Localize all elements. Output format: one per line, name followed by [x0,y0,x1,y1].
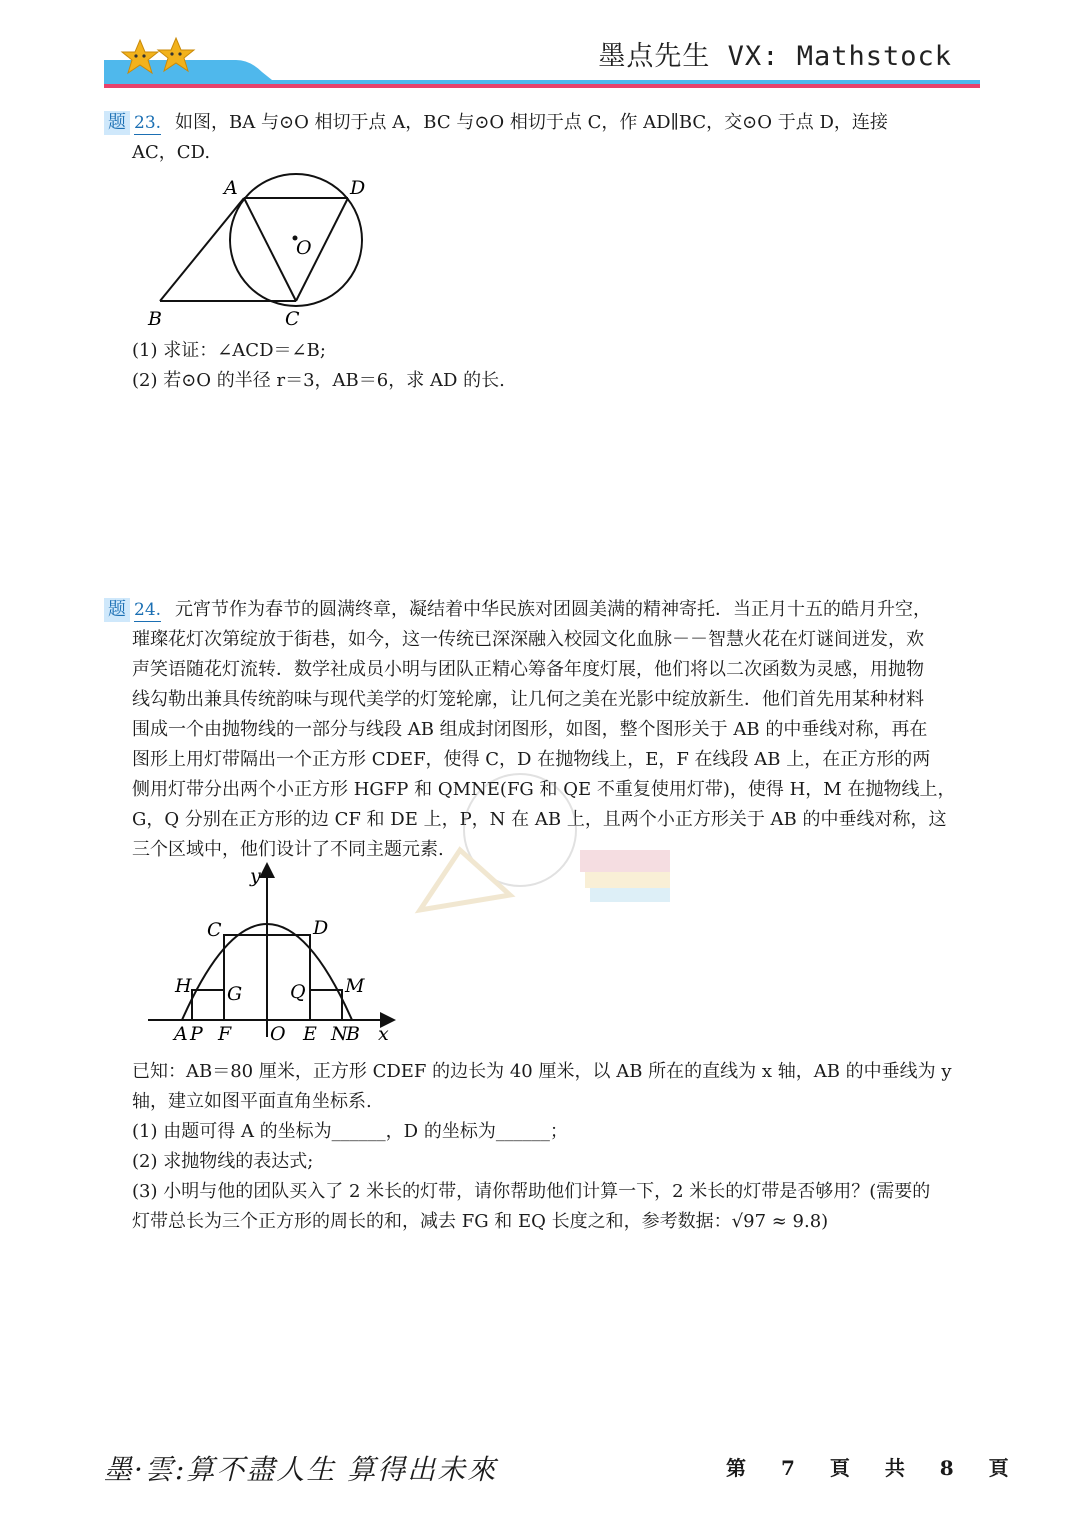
page-total: 共 8 頁 [884,1456,1009,1480]
square-hgfp [192,990,224,1020]
question-text-line: 元宵节作为春节的圆满终章，凝结着中华民族对团圆美满的精神寄托．当正月十五的皓月升空， [175,599,932,620]
axis-label-y: y [250,865,261,887]
q23-figure [140,170,380,335]
square-qmne [310,990,342,1020]
point-label-b: B [148,308,162,330]
question-text-line: AC，CD. [132,142,211,163]
point-label-e: E [303,1023,317,1045]
point-label-a: A [224,177,238,199]
point-label-q: Q [290,981,306,1003]
question-23-parts [104,336,980,396]
point-label-c: C [207,919,222,941]
given-text-line: 轴，建立如图平面直角坐标系. [132,1091,372,1112]
question-part: (1) 求证：∠ACD＝∠B; [132,340,326,361]
point-label-o: O [296,237,312,259]
footer-page-info [726,1452,1009,1481]
segment-ac [244,198,296,301]
question-text-line: G，Q 分别在正方形的边 CF 和 DE 上，P，N 在 AB 上，且两个小正方形关于 AB 的中垂线对称，这 [132,809,947,830]
question-label: 题 [104,111,130,135]
question-text-line: 三个区域中，他们设计了不同主题元素. [132,839,444,860]
header-title: 墨点先生 VX: Mathstock [598,41,952,72]
question-text-line: 线勾勒出兼具传统韵味与现代美学的灯笼轮廓，让几何之美在光影中绽放新生．他们首先用某种材料 [132,689,924,710]
question-text-line: 图形上用灯带隔出一个正方形 CDEF，使得 C，D 在抛物线上，E，F 在线段 AB 上，在正方形的两 [132,749,931,770]
point-label-o: O [270,1023,286,1045]
question-text-line: 璀璨花灯次第绽放于街巷，如今，这一传统已深深融入校园文化血脉－－智慧火花在灯谜间迸发，欢 [132,629,924,650]
question-text-line: 声笑语随花灯流转．数学社成员小明与团队正精心筹备年度灯展，他们将以二次函数为灵感，用抛物 [132,659,924,680]
question-24-given [104,1057,980,1237]
point-label-b: B [346,1023,360,1045]
question-part: (3) 小明与他的团队买入了 2 米长的灯带，请你帮助他们计算一下，2 米长的灯带是否够用？(需要的 [132,1181,931,1202]
point-label-a: A [174,1023,188,1045]
question-text-line: 侧用灯带分出两个小正方形 HGFP 和 QMNE(FG 和 QE 不重复使用灯带)，使得 H，M 在抛物线上， [132,779,956,800]
point-label-c: C [285,308,300,330]
point-label-d: D [313,917,329,939]
given-text-line: 已知：AB＝80 厘米，正方形 CDEF 的边长为 40 厘米，以 AB 所在的直线为 x 轴，AB 的中垂线为 y [132,1061,952,1082]
point-label-g: G [227,983,243,1005]
axis-label-x: x [378,1023,389,1045]
page-number: 第 7 頁 [726,1456,850,1480]
question-text-line: 围成一个由抛物线的一部分与线段 AB 组成封闭图形，如图，整个图形关于 AB 的中垂线对称，再在 [132,719,928,740]
question-part: (2) 若⊙O 的半径 r＝3，AB＝6，求 AD 的长. [132,370,505,391]
question-number: 23. [134,113,162,133]
point-label-d: D [350,177,366,199]
footer-motto: 墨·雲:算不盡人生 算得出未來 [104,1453,498,1486]
point-label-p: P [190,1023,203,1045]
q24-figure [140,862,400,1052]
point-label-f: F [218,1023,232,1045]
question-number: 24. [134,600,162,620]
header-stripe [104,84,980,88]
question-part: 灯带总长为三个正方形的周长的和，减去 FG 和 EQ 长度之和，参考数据：√97 ≈ 9.8) [132,1211,829,1232]
question-label: 题 [104,598,130,622]
point-label-m: M [345,975,365,997]
point-label-n: N [331,1023,348,1045]
question-part: (1) 由题可得 A 的坐标为______，D 的坐标为______； [132,1121,568,1142]
question-part: (2) 求抛物线的表达式; [132,1151,314,1172]
question-text-line: 如图，BA 与⊙O 相切于点 A，BC 与⊙O 相切于点 C，作 AD∥BC，交⊙O 于点 D，连接 [175,112,888,133]
point-label-h: H [175,975,192,997]
question-23 [104,108,980,168]
watermark-decoration [400,770,700,930]
